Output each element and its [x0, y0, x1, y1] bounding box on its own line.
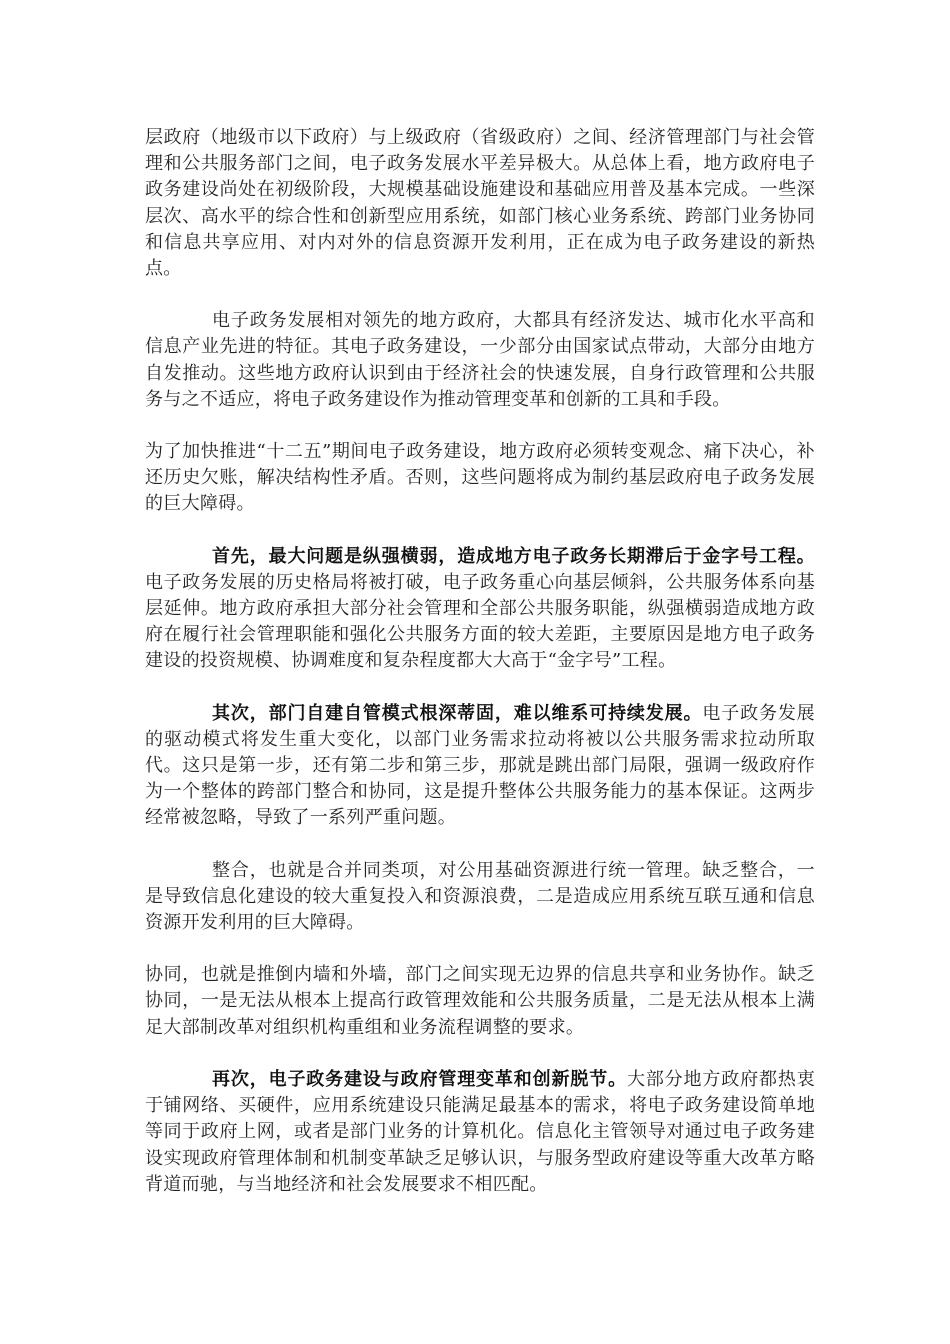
paragraph-lead-sentence: 首先，最大问题是纵强横弱，造成地方电子政务长期滞后于金字号工程。: [212, 545, 815, 567]
document-body: [145, 125, 815, 1224]
paragraph-text: 电子政务发展的驱动模式将发生重大变化，以部门业务需求拉动将被以公共服务需求拉动所取代。这只是第一步，还有第二步和第三步，那就是跳出部门局限，强调一级政府作为一个整体的跨部门整合和协同，这是提升整体公共服务能力的基本保证。这两步经常被忽略，导致了一系列严重问题。: [145, 702, 815, 829]
paragraph-twelfth-five-year: [145, 439, 815, 518]
paragraph-text: 层政府（地级市以下政府）与上级政府（省级政府）之间、经济管理部门与社会管理和公共服务部门之间，电子政务发展水平差异极大。从总体上看，地方政府电子政务建设尚处在初级阶段，大规模基础设施建设和基础应用普及基本完成。一些深层次、高水平的综合性和创新型应用系统，如部门核心业务系统、跨部门业务协同和信息共享应用、对内对外的信息资源开发利用，正在成为电子政务建设的新热点。: [145, 127, 815, 280]
paragraph-text: 电子政务发展的历史格局将被打破，电子政务重心向基层倾斜，公共服务体系向基层延伸。地方政府承担大部分社会管理和全部公共服务职能，纵强横弱造成地方政府在履行社会管理职能和强化公共服务方面的较大差距，主要原因是地方电子政务建设的投资规模、协调难度和复杂程度都大大高于“金字号”工程。: [145, 571, 815, 672]
paragraph-lead-sentence: 再次，电子政务建设与政府管理变革和创新脱节。: [212, 1068, 627, 1090]
paragraph-text: 整合，也就是合并同类项，对公用基础资源进行统一管理。缺乏整合，一是导致信息化建设的较大重复投入和资源浪费，二是造成应用系统互联互通和信息资源开发利用的巨大障碍。: [145, 859, 815, 934]
paragraph-first-problem: [145, 544, 815, 675]
paragraph-collaboration: [145, 962, 815, 1041]
paragraph-third-problem: [145, 1067, 815, 1198]
paragraph-integration: [145, 858, 815, 937]
paragraph-second-problem: [145, 701, 815, 832]
paragraph-regional-disparity: [145, 125, 815, 282]
paragraph-text: 为了加快推进“十二五”期间电子政务建设，地方政府必须转变观念、痛下决心，补还历史欠账，解决结构性矛盾。否则，这些问题将成为制约基层政府电子政务发展的巨大障碍。: [145, 441, 815, 515]
paragraph-text: 电子政务发展相对领先的地方政府，大都具有经济发达、城市化水平高和信息产业先进的特征。其电子政务建设，一少部分由国家试点带动，大部分由地方自发推动。这些地方政府认识到由于经济社会的快速发展，自身行政管理和公共服务与之不适应，将电子政务建设作为推动管理变革和创新的工具和手段。: [145, 310, 815, 410]
paragraph-text: 协同，也就是推倒内墙和外墙，部门之间实现无边界的信息共享和业务协作。缺乏协同，一是无法从根本上提高行政管理效能和公共服务质量，二是无法从根本上满足大部制改革对组织机构重组和业务流程调整的要求。: [145, 964, 815, 1038]
paragraph-leading-governments: [145, 308, 815, 413]
paragraph-lead-sentence: 其次，部门自建自管模式根深蒂固，难以维系可持续发展。: [212, 702, 703, 724]
paragraph-text: 大部分地方政府都热衷于铺网络、买硬件，应用系统建设只能满足最基本的需求，将电子政务建设简单地等同于政府上网，或者是部门业务的计算机化。信息化主管领导对通过电子政务建设实现政府管理体制和机制变革缺乏足够认识，与服务型政府建设等重大改革方略背道而驰，与当地经济和社会发展要求不相匹配。: [145, 1068, 816, 1195]
